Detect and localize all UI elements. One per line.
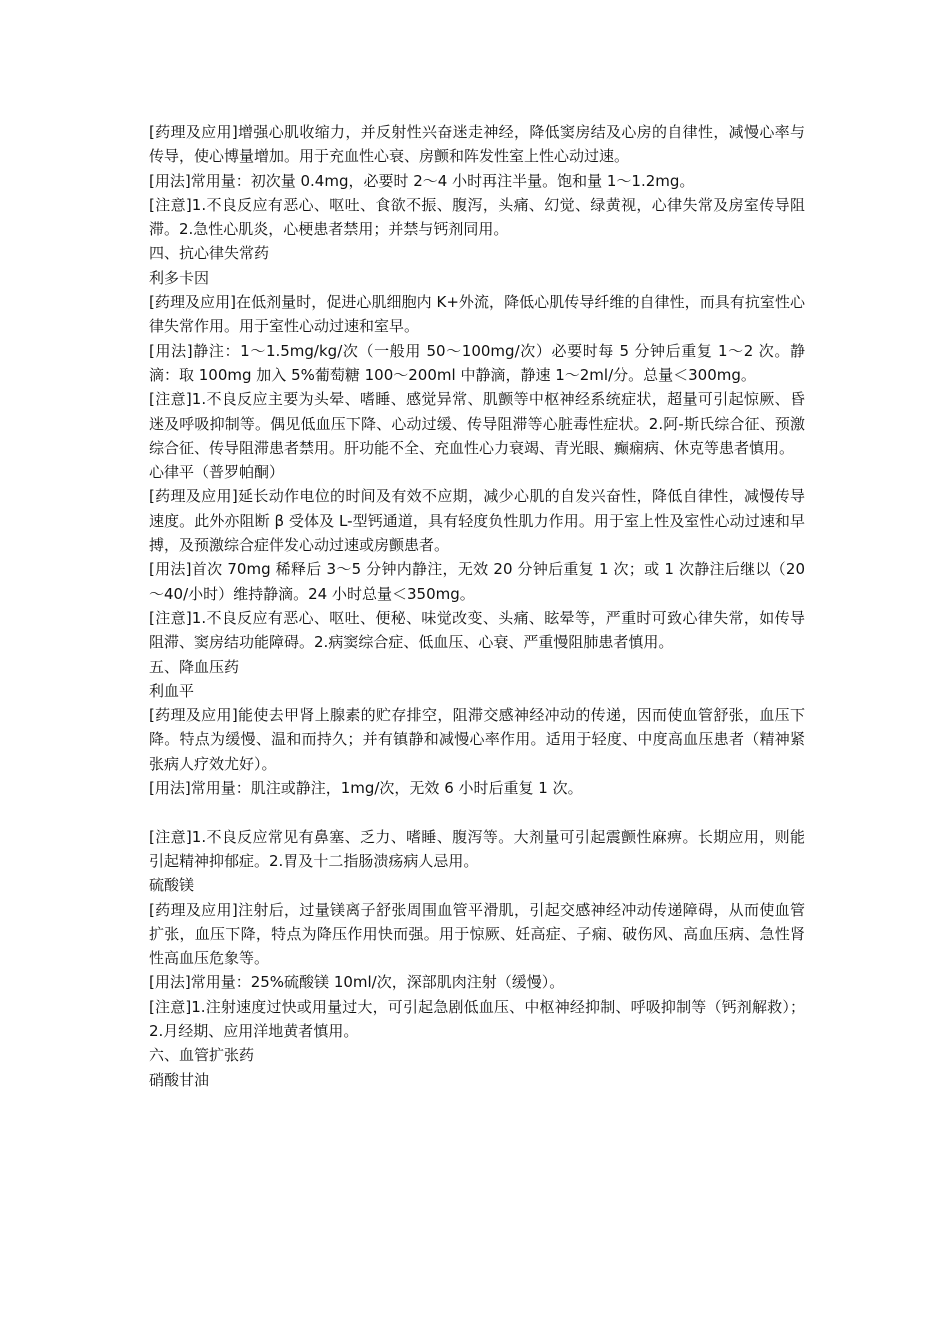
digoxin-caution-paragraph: [注意]1.不良反应有恶心、呕吐、食欲不振、腹泻，头痛、幻觉、绿黄视，心律失常及房室传导阻滞。2.急性心肌炎，心梗患者禁用；并禁与钙剂同用。	[149, 195, 805, 239]
section-heading-vasodilator: 六、血管扩张药	[149, 1046, 255, 1065]
drug-name-propafenone: 心律平（普罗帕酮）	[149, 463, 285, 482]
reserpine-caution-paragraph: [注意]1.不良反应常见有鼻塞、乏力、嗜睡、腹泻等。大剂量可引起震颤性麻痹。长期应用，则能引起精神抑郁症。2.胃及十二指肠溃疡病人忌用。	[149, 827, 805, 870]
propafenone-usage-paragraph: [用法]首次 70mg 稀释后 3～5 分钟内静注，无效 20 分钟后重复 1 次；或 1 次静注后继以（20～40/小时）维持静滴。24 小时总量＜350mg。	[149, 560, 805, 603]
drug-name-lidocaine: 利多卡因	[149, 268, 210, 287]
lidocaine-caution-paragraph: [注意]1.不良反应主要为头晕、嗜睡、感觉异常、肌颤等中枢神经系统症状，超量可引起惊厥、昏迷及呼吸抑制等。偶见低血压下降、心动过缓、传导阻滞等心脏毒性症状。2.阿-斯氏综合征、预激综合征、传导阻滞患者禁用。肝功能不全、充血性心力衰竭、青光眼、癫痫病、休克等患者慎用。	[149, 390, 805, 457]
reserpine-usage-paragraph: [用法]常用量：肌注或静注，1mg/次，无效 6 小时后重复 1 次。	[149, 779, 583, 798]
drug-name-reserpine: 利血平	[149, 681, 195, 700]
magnesium-sulfate-pharmacology-paragraph: [药理及应用]注射后，过量镁离子舒张周围血管平滑肌，引起交感神经冲动传递障碍，从而使血管扩张，血压下降，特点为降压作用快而强。用于惊厥、妊高症、子痫、破伤风、高血压病、急性肾性高血压危象等。	[149, 900, 805, 968]
document-page	[149, 120, 805, 1092]
digoxin-usage-paragraph: [用法]常用量：初次量 0.4mg，必要时 2～4 小时再注半量。饱和量 1～1.2mg。	[149, 171, 695, 190]
digoxin-pharmacology-paragraph: [药理及应用]增强心肌收缩力，并反射性兴奋迷走神经，降低窦房结及心房的自律性，减慢心率与传导，使心博量增加。用于充血性心衰、房颤和阵发性室上性心动过速。	[149, 123, 805, 166]
propafenone-pharmacology-paragraph: [药理及应用]延长动作电位的时间及有效不应期，减少心肌的自发兴奋性，降低自律性，减慢传导速度。此外亦阻断 β 受体及 L-型钙通道，具有轻度负性肌力作用。用于室上性及室性心动过速和早搏，及预激综合症伴发心动过速或房颤患者。	[149, 487, 805, 555]
drug-name-nitroglycerin: 硝酸甘油	[149, 1070, 210, 1089]
section-heading-antiarrhythmic: 四、抗心律失常药	[149, 244, 270, 263]
drug-name-magnesium-sulfate: 硫酸镁	[149, 876, 195, 895]
lidocaine-usage-paragraph: [用法]静注：1～1.5mg/kg/次（一般用 50～100mg/次）必要时每 5 分钟后重复 1～2 次。静滴：取 100mg 加入 5%葡萄糖 100～200ml 中静滴，静速 1～2ml/分。总量＜300mg。	[149, 341, 805, 384]
lidocaine-pharmacology-paragraph: [药理及应用]在低剂量时，促进心肌细胞内 K+外流，降低心肌传导纤维的自律性，而具有抗室性心律失常作用。用于室性心动过速和室早。	[149, 293, 805, 336]
magnesium-sulfate-caution-paragraph: [注意]1.注射速度过快或用量过大，可引起急剧低血压、中枢神经抑制、呼吸抑制等（钙剂解救）；2.月经期、应用洋地黄者慎用。	[149, 997, 805, 1040]
reserpine-pharmacology-paragraph: [药理及应用]能使去甲肾上腺素的贮存排空，阻滞交感神经冲动的传递，因而使血管舒张，血压下降。特点为缓慢、温和而持久；并有镇静和减慢心率作用。适用于轻度、中度高血压患者（精神紧张病人疗效尤好）。	[149, 706, 805, 773]
blank-line	[149, 800, 805, 824]
propafenone-caution-paragraph: [注意]1.不良反应有恶心、呕吐、便秘、味觉改变、头痛、眩晕等，严重时可致心律失常，如传导阻滞、窦房结功能障碍。2.病窦综合症、低血压、心衰、严重慢阻肺患者慎用。	[149, 608, 805, 652]
magnesium-sulfate-usage-paragraph: [用法]常用量：25%硫酸镁 10ml/次，深部肌肉注射（缓慢）。	[149, 973, 565, 992]
section-heading-antihypertensive: 五、降血压药	[149, 657, 240, 676]
